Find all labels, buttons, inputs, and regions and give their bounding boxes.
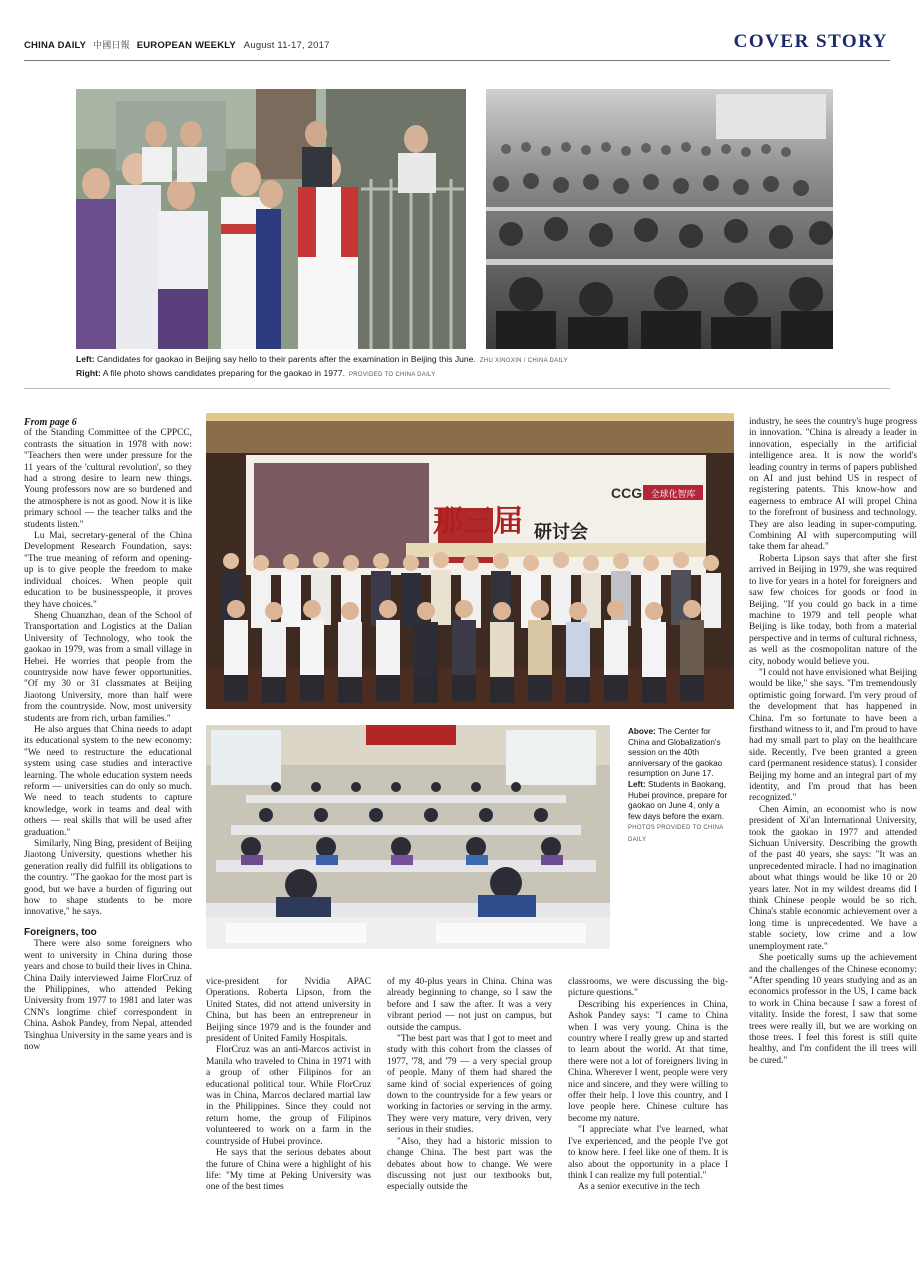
caption-left-photo [628,780,728,846]
caption-left-tag: Left: [76,354,95,364]
article-paragraph: vice-president for Nvidia APAC Operations. Roberta Lipson, from the United States, did not attend university in China, but has been an entrepreneur in Beijing since 1979 and is the founder and president of United Family Hospitals. [206,977,371,1045]
banner-seminar: 研讨会 [534,522,588,543]
caption-left-photo-text: Students in Baokang, Hubei province, prepare for gaokao on June 4, only a few days before the exam. [628,779,728,821]
caption-left-credit: ZHU XINGXIN / CHINA DAILY [479,358,568,364]
banner-ccg: CCG [611,485,643,501]
from-page-jump: From page 6 [24,417,77,428]
article-paragraph: He says that the serious debates about the future of China were a highlight of his life: "My time at Peking University was one of the best times [206,1148,371,1193]
caption-above-text: The Center for China and Globalization's session on the 40th anniversary of the gaokao resumption on June 17. [628,727,723,779]
caption-right-tag: Right: [76,368,101,378]
article-column-5 [749,417,917,1067]
article-paragraph: Roberta Lipson says that after she first arrived in Beijing in 1979, she was required to live for years in a hotel for foreigners and saw few choices for goods or food in Beijing. "If you could go back in a time machine to 1979 and tell people what Beijing is like today, both from a material perspective and in terms of cultural richness, as well as the cosmopolitan nature of the city, nobody would believe you. [749,553,917,667]
banner-calligraphy: 那三届 [433,505,523,538]
caption-left-text: Candidates for gaokao in Beijing say hello to their parents after the examination in Beijing this June. [94,354,476,364]
article-column-3 [387,977,552,1194]
caption-left-photo-tag: Left: [628,779,646,789]
article-paragraph: She poetically sums up the achievement and the challenges of the Chinese economy: "After spending 10 years studying and as an economics professor in the US, I came back to work in China because I saw a forest of vitality. Inside the forest, I saw that some trees were really ill, but we are working on those trees. I feel this forest is still quite healthy, and I'm confident the ill trees will be cured." [749,953,917,1066]
photo-baokang-students [206,725,610,949]
article-paragraph: As a senior executive in the tech [578,1182,700,1193]
article-paragraph: "I could not have envisioned what Beijing would be like," she says. "I'm tremendously optimistic going forward. I'm very proud of the development that has happened in China. I'm so fortunate to have been a firsthand witness to it, and I'm proud to have had my small part to play on the healthcare side. Recently, I've been granted a green card (permanent residence status). I consider Beijing my home and an integral part of my identity, and I'm proud that has been recognized." [749,667,917,804]
caption-above [628,727,728,780]
edition-name: EUROPEAN WEEKLY [136,40,236,51]
article-paragraph: Sheng Chuanzhao, dean of the School of Transportation and Logistics at the Dalian University of Technology, who took the gaokao in 1979, was from a small village in Hebei. He worries that people from the countryside now have fewer opportunities. "Of my 30 or 31 classmates at Beijing Jiaotong University, more than half were from the countryside. Now, most university students are from rich, urban families." [24,610,192,724]
section-rule [24,388,890,389]
photo-ccg-seminar-group [206,413,734,709]
brand-chinese: 中國日報 [93,41,130,51]
caption-right-text: A file photo shows candidates preparing for the gaokao in 1977. [100,368,345,378]
article-column-4 [568,977,728,1194]
article-column-1 [24,417,192,1053]
article-paragraph: "Also, they had a historic mission to change China. The best part was the debates about how to change. We were discussing not just our textbooks but, especially outside the [387,1136,552,1193]
caption-right [76,367,836,381]
masthead-rule [24,60,890,61]
article-paragraph: FlorCruz was an anti-Marcos activist in Manila who traveled to China in 1971 with a group of other Filipinos for an educational political tour. While FlorCruz was in China, Marcos declared martial law in the Philippines. Since they could not return home, the group of Filipinos volunteered to work on a farm in the countryside of Hubei province. [206,1045,371,1147]
issue-date: August 11-17, 2017 [243,40,330,51]
masthead [24,38,330,51]
subhead-foreigners: Foreigners, too [24,926,97,938]
article-paragraph: Lu Mai, secretary-general of the China Development Research Foundation, says: "The true meaning of reform and opening-up is to give people the freedom to make individual choices. When people quit education to be businesspeople, it proves they have choices." [24,531,192,610]
caption-photos-credit: PHOTOS PROVIDED TO CHINA DAILY [628,825,724,843]
article-paragraph: classrooms, we were discussing the big-picture questions." [568,977,728,999]
banner-ccg-cn: 全球化智库 [650,490,696,500]
article-paragraph: of the Standing Committee of the CPPCC, contrasts the situation in 1978 with now: "Teachers then were under pressure for the 11 years of the 'cultural revolution', so they had a strong desire to learn new things. Young professors now are so burdened and the atmosphere is not as good. Now it is like primary school — the teacher talks and the students listen." [24,428,192,530]
section-title: COVER STORY [733,31,888,52]
article-column-5-clip [749,417,917,1267]
article-paragraph: Similarly, Ning Bing, president of Beijing Jiaotong University, questions whether his generation really did fulfill its obligations to the country. "The gaokao for the most part is good, but we have a burden of figuring out how to shape students to be more innovative," he says. [24,839,192,918]
article-paragraph: industry, he sees the country's huge progress in innovation. "China is already a leader in innovation, especially in the artificial intelligence area. It is now the world's leading country in terms of papers published on AI and just behind US in respect of registering patents. This know-how and eagerness to embrace AI will propel China to the forefront of business and technology. They are also leading in super-computing. Combining AI with supercomputing will take them far ahead." [749,417,917,553]
article-paragraph: There were also some foreigners who went to university in China during those years and chose to build their lives in China. China Daily interviewed Jaime FlorCruz of the Philippines, who attended Peking University from 1977 to 1981 and later was CNN's longtime chief correspondent in China. Ashok Pandey, from Nepal, attended Tsinghua University in the same years and is now [24,939,192,1052]
middle-photos-caption [628,727,728,846]
brand-name: CHINA DAILY [24,40,87,51]
article-column-2 [206,977,371,1194]
article-paragraph: "I appreciate what I've learned, what I've experienced, and the people I've got to know here. I feel like one of them. It is also about the opportunity in a place I think I can realize my full potential." [568,1125,728,1181]
article-paragraph: of my 40-plus years in China. China was already beginning to change, so I saw the before and I saw the after. It was a very vibrant period — not just on campus, but outside the campus. [387,977,552,1033]
caption-left [76,353,836,367]
top-photos-caption [76,353,836,381]
caption-right-credit: PROVIDED TO CHINA DAILY [348,372,436,378]
photo-1977-exam-hall [486,89,833,349]
article-paragraph: Describing his experiences in China, Ashok Pandey says: "I came to China when I was very young. China is the country where I really grew up and started to learn about the world. At that time, there were not a lot of foreigners living in China. Wherever I went, people were very nice and sincere, and they were willing to offer their help. I love this country, and I love people here. Chinese culture has become my nature. [568,999,728,1124]
article-paragraph: "The best part was that I got to meet and study with this cohort from the classes of 1977, '78, and '79 — a very special group of people. Many of them had shared the same kind of social experiences of going down to the countryside for a few years or working in factories or serving in the army. They were very mature, very driven, very serious in their studies. [387,1034,552,1136]
article-paragraph: He also argues that China needs to adapt its educational system to the new economy: "We need to restructure the educational system using case studies and interactive learning. The whole education system needs reform — universities can do only so much. We need to teach students to capture knowledge, work in teams and deal with others — real skills that will be used after graduation." [24,724,192,838]
caption-above-tag: Above: [628,727,656,736]
article-paragraph: Chen Aimin, an economist who is now president of Xi'an International University, took the gaokao in 1977 and attended Sichuan University. Describing the growth of the past 40 years, she says: "It was an unprecedented miracle. I had no imagination about what things would be like 10 or 20 years later. Not in my wildest dreams did I think Chinese people would be so rich. China's stable economic achievement over a long time is unprecedented. We have a stable society, low crime and a low unemployment rate." [749,804,917,952]
photo-students-waving [76,89,464,349]
